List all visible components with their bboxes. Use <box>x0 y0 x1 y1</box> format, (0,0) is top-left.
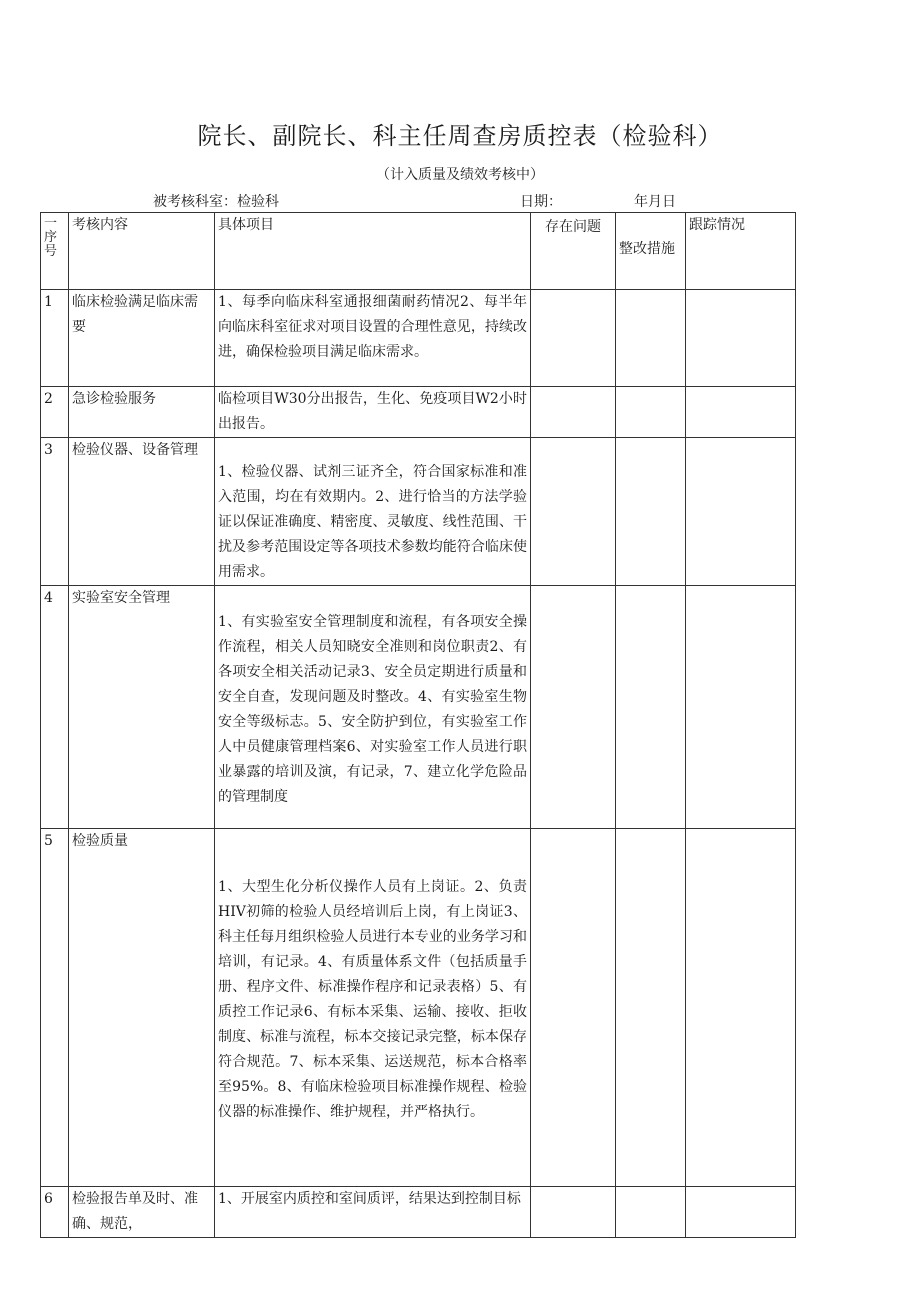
row-no: 1 <box>41 290 69 387</box>
row-item: 检验仪器、设备管理 <box>69 438 215 586</box>
form-title: 院长、副院长、科主任周查房质控表（检验科） <box>197 122 723 150</box>
table-row <box>41 438 796 586</box>
header-no <box>41 213 69 290</box>
row-track-cell[interactable] <box>686 829 796 1187</box>
row-no: 3 <box>41 438 69 586</box>
row-no: 5 <box>41 829 69 1187</box>
row-issue-cell[interactable] <box>531 586 616 829</box>
row-no: 4 <box>41 586 69 829</box>
row-issue-cell[interactable] <box>531 829 616 1187</box>
row-track-cell[interactable] <box>686 1187 796 1238</box>
table-row <box>41 387 796 438</box>
row-detail: 1、有实验室安全管理制度和流程，有各项安全操作流程，相关人员知晓安全准则和岗位职责2、有各项安全相关活动记录3、安全员定期进行质量和安全自查，发现问题及时整改。4、有实验室生物安全等级标志。5、安全防护到位，有实验室工作人中员健康管理档案6、对实验室工作人员进行职业暴露的培训及演，有记录，7、建立化学危险品的管理制度 <box>215 586 531 829</box>
date-label: 日期： <box>520 194 562 210</box>
table-row <box>41 586 796 829</box>
header-track: 跟踪情况 <box>686 213 796 290</box>
header-fix: 整改措施 <box>616 213 686 290</box>
header-item: 考核内容 <box>69 213 215 290</box>
row-issue-cell[interactable] <box>531 290 616 387</box>
row-item: 急诊检验服务 <box>69 387 215 438</box>
header-row <box>41 213 796 290</box>
row-no: 6 <box>41 1187 69 1238</box>
date-suffix: 年月日 <box>634 194 676 210</box>
header-issue: 存在问题 <box>531 213 616 290</box>
form-subtitle: （计入质量及绩效考核中） <box>376 167 544 183</box>
inspection-table <box>40 212 796 1238</box>
row-fix-cell[interactable] <box>616 438 686 586</box>
table-row <box>41 1187 796 1238</box>
table-row <box>41 829 796 1187</box>
row-fix-cell[interactable] <box>616 1187 686 1238</box>
row-detail: 1、检验仪器、试剂三证齐全，符合国家标准和准入范围，均在有效期内。2、进行恰当的方法学验证以保证准确度、精密度、灵敏度、线性范围、干扰及参考范围设定等各项技术参数均能符合临床使用需求。 <box>215 438 531 586</box>
row-item: 临床检验满足临床需要 <box>69 290 215 387</box>
row-fix-cell[interactable] <box>616 586 686 829</box>
row-fix-cell[interactable] <box>616 387 686 438</box>
table-row <box>41 290 796 387</box>
header-detail: 具体项目 <box>215 213 531 290</box>
row-no: 2 <box>41 387 69 438</box>
row-detail: 1、开展室内质控和室间质评，结果达到控制目标 <box>215 1187 531 1238</box>
row-fix-cell[interactable] <box>616 829 686 1187</box>
row-issue-cell[interactable] <box>531 438 616 586</box>
row-fix-cell[interactable] <box>616 290 686 387</box>
row-item: 实验室安全管理 <box>69 586 215 829</box>
row-track-cell[interactable] <box>686 586 796 829</box>
header-no-mark: 一 <box>44 216 58 231</box>
row-detail: 临检项目W30分出报告，生化、免疫项目W2小时出报告。 <box>215 387 531 438</box>
row-detail: 1、大型生化分析仪操作人员有上岗证。2、负责HIV初筛的检验人员经培训后上岗，有上岗证3、科主任每月组织检验人员进行本专业的业务学习和培训，有记录。4、有质量体系文件（包括质量手册、程序文件、标准操作程序和记录表格）5、有质控工作记录6、有标本采集、运输、接收、拒收制度、标准与流程，标本交接记录完整，标本保存符合规范。7、标本采集、运送规范，标本合格率至95%。8、有临床检验项目标准操作规程、检验仪器的标准操作、维护规程，并严格执行。 <box>215 829 531 1187</box>
row-detail: 1、每季向临床科室通报细菌耐药情况2、每半年向临床科室征求对项目设置的合理性意见，持续改进，确保检验项目满足临床需求。 <box>215 290 531 387</box>
row-track-cell[interactable] <box>686 387 796 438</box>
row-item: 检验报告单及时、准确、规范， <box>69 1187 215 1238</box>
row-issue-cell[interactable] <box>531 387 616 438</box>
row-issue-cell[interactable] <box>531 1187 616 1238</box>
row-track-cell[interactable] <box>686 290 796 387</box>
header-no-label: 序号 <box>44 230 58 259</box>
row-item: 检验质量 <box>69 829 215 1187</box>
department-label: 被考核科室：检验科 <box>153 194 279 210</box>
row-track-cell[interactable] <box>686 438 796 586</box>
